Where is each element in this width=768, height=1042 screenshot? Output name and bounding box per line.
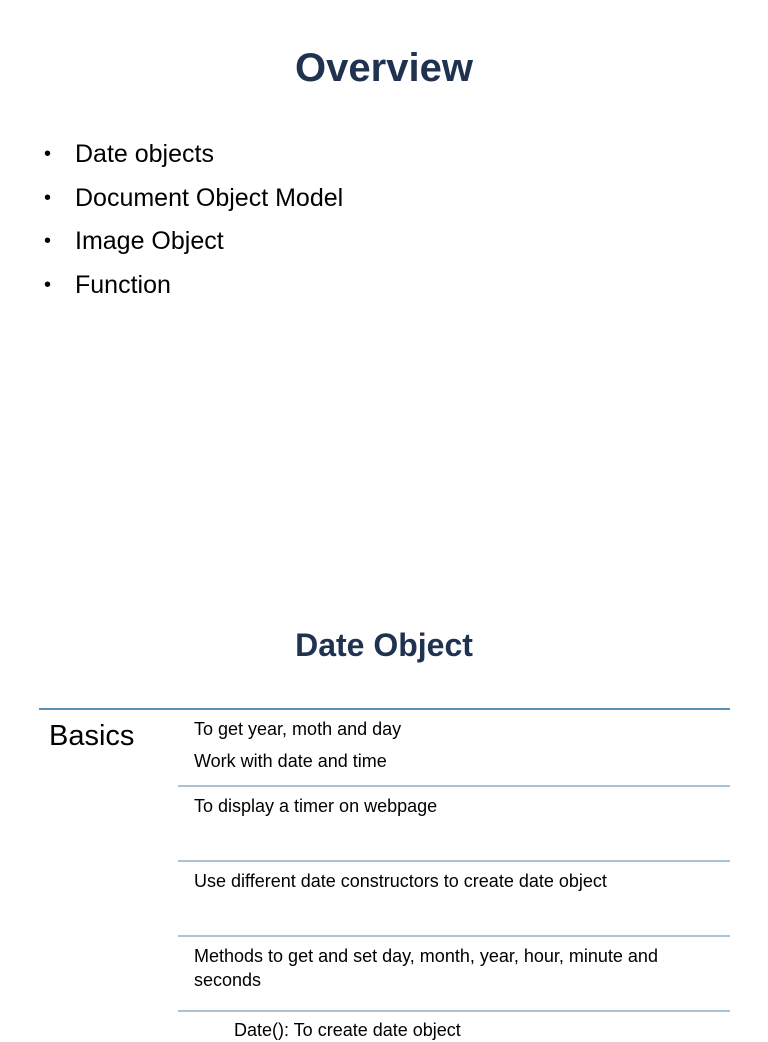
- bullet-item: • Date objects: [44, 136, 343, 180]
- table-row: [178, 937, 730, 1012]
- row-text: To display a timer on webpage: [194, 796, 438, 816]
- row-text: Date(): To create date object: [234, 1020, 461, 1040]
- table-row-partial: [178, 1012, 730, 1042]
- table-row: [178, 787, 730, 862]
- row-text: To get year, moth and day: [194, 719, 402, 739]
- overview-bullet-list: [44, 136, 343, 310]
- bullet-item: • Document Object Model: [44, 180, 343, 224]
- bullet-item: • Function: [44, 267, 343, 311]
- basics-label: Basics: [49, 720, 135, 752]
- date-object-title: Date Object: [295, 627, 473, 663]
- row-text: Work with date and time: [194, 751, 387, 771]
- bullet-item: • Image Object: [44, 223, 343, 267]
- overview-title: Overview: [295, 46, 473, 90]
- table-row: [178, 710, 730, 787]
- row-text: Methods to get and set day, month, year, hour, minute and seconds: [194, 946, 658, 990]
- basics-rows: [178, 710, 730, 1042]
- row-text: Use different date constructors to create date object: [194, 871, 607, 891]
- table-row: [178, 862, 730, 937]
